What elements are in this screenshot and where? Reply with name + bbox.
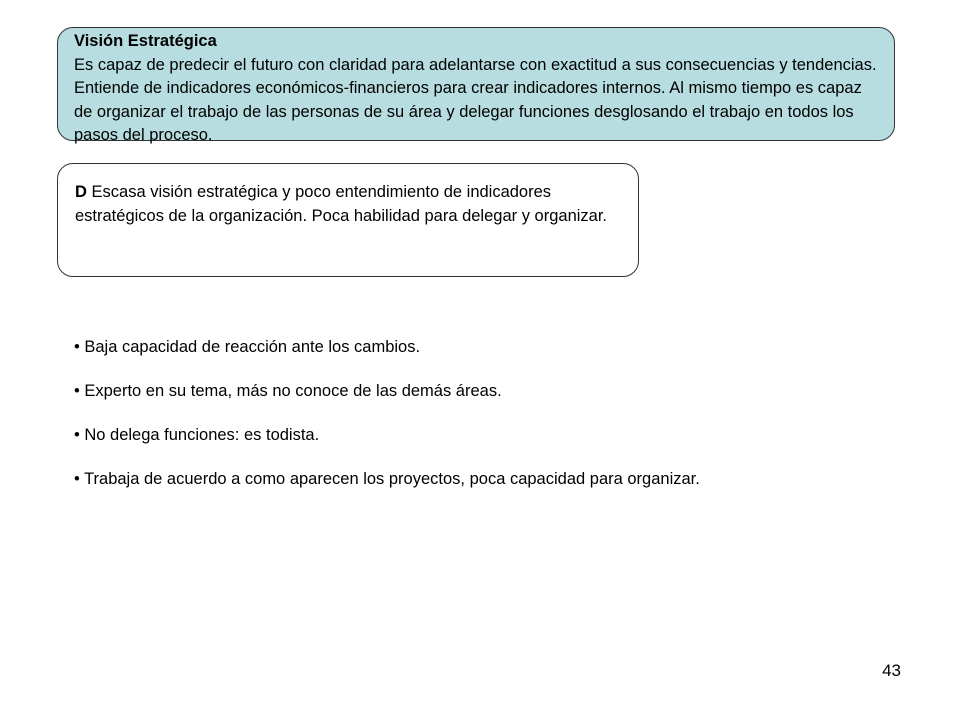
list-item: • Baja capacidad de reacción ante los cambios. <box>74 338 421 356</box>
level-description: Escasa visión estratégica y poco entendimiento de indicadores estratégicos de la organización. Poca habilidad para delegar y organizar. <box>75 183 608 225</box>
page-number: 43 <box>882 661 901 680</box>
list-item: • No delega funciones: es todista. <box>74 426 320 444</box>
competency-description: Es capaz de predecir el futuro con claridad para adelantarse con exactitud a sus consecuencias y tendencias. Entiende de indicadores económicos-financieros para crear indicadores internos. Al mismo tiempo es capaz de organizar el trabajo de las personas de su área y delegar funciones desglosando el trabajo en todos los pasos del proceso. <box>74 55 877 144</box>
level-grade: D <box>75 183 87 201</box>
behavior-list <box>74 336 734 490</box>
competency-title: Visión Estratégica <box>74 32 217 50</box>
list-item: • Trabaja de acuerdo a como aparecen los proyectos, poca capacidad para organizar. <box>74 470 700 488</box>
list-item: • Experto en su tema, más no conoce de las demás áreas. <box>74 382 502 400</box>
competency-definition-box <box>57 27 895 144</box>
level-description-box <box>57 163 639 277</box>
